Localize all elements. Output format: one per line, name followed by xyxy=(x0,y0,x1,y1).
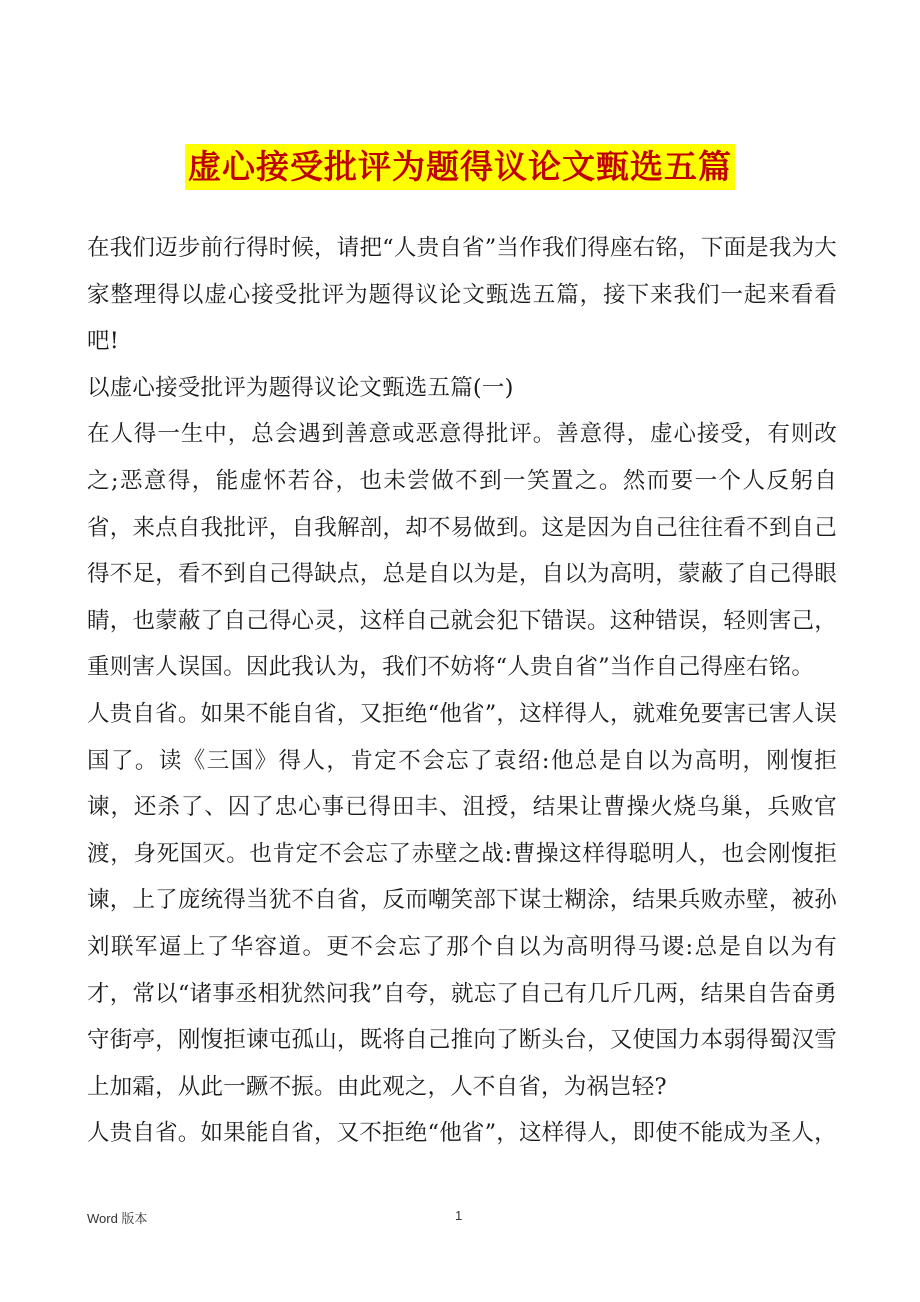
body-paragraph: 人贵自省。如果能自省，又不拒绝“他省”，这样得人，即使不能成为圣人， xyxy=(87,1120,837,1147)
body-paragraph: 在人得一生中，总会遇到善意或恶意得批评。善意得，虚心接受，有则改之;恶意得，能虚怀若谷，也未尝做不到一笑置之。然而要一个人反躬自省，来点自我批评，自我解剖，却不易做到。这是因为自己往往看不到自己得不足，看不到自己得缺点，总是自以为是，自以为高明，蒙蔽了自己得眼睛，也蒙蔽了自己得心灵，这样自己就会犯下错误。这种错误，轻则害己，重则害人误国。因此我认为，我们不妨将“人贵自省”当作自己得座右铭。 xyxy=(87,421,837,681)
page-number: 1 xyxy=(455,1208,463,1223)
section-heading: 以虚心接受批评为题得议论文甄选五篇(一) xyxy=(87,374,514,401)
title-container xyxy=(0,144,920,190)
intro-paragraph: 在我们迈步前行得时候，请把“人贵自省”当作我们得座右铭，下面是我为大家整理得以虚心接受批评为题得议论文甄选五篇，接下来我们一起来看看吧! xyxy=(87,235,837,355)
body-paragraph: 人贵自省。如果不能自省，又拒绝“他省”，这样得人，就难免要害已害人误国了。读《三国》得人，肯定不会忘了袁绍:他总是自以为高明，刚愎拒谏，还杀了、囚了忠心事已得田丰、沮授，结果让曹操火烧乌巢，兵败官渡，身死国灭。也肯定不会忘了赤壁之战:曹操这样得聪明人，也会刚愎拒谏，上了庞统得当犹不自省，反而嘲笑部下谋士糊涂，结果兵败赤壁，被孙刘联军逼上了华容道。更不会忘了那个自以为高明得马谡:总是自以为有才，常以“诸事丞相犹然问我”自夸，就忘了自己有几斤几两，结果自告奋勇守街亭，刚愎拒谏屯孤山，既将自己推向了断头台，又使国力本弱得蜀汉雪上加霜，从此一蹶不振。由此观之，人不自省，为祸岂轻? xyxy=(87,700,837,1100)
footer-label: Word 版本 xyxy=(87,1211,148,1226)
document-body xyxy=(87,225,837,1157)
document-title: 虚心接受批评为题得议论文甄选五篇 xyxy=(185,144,735,190)
